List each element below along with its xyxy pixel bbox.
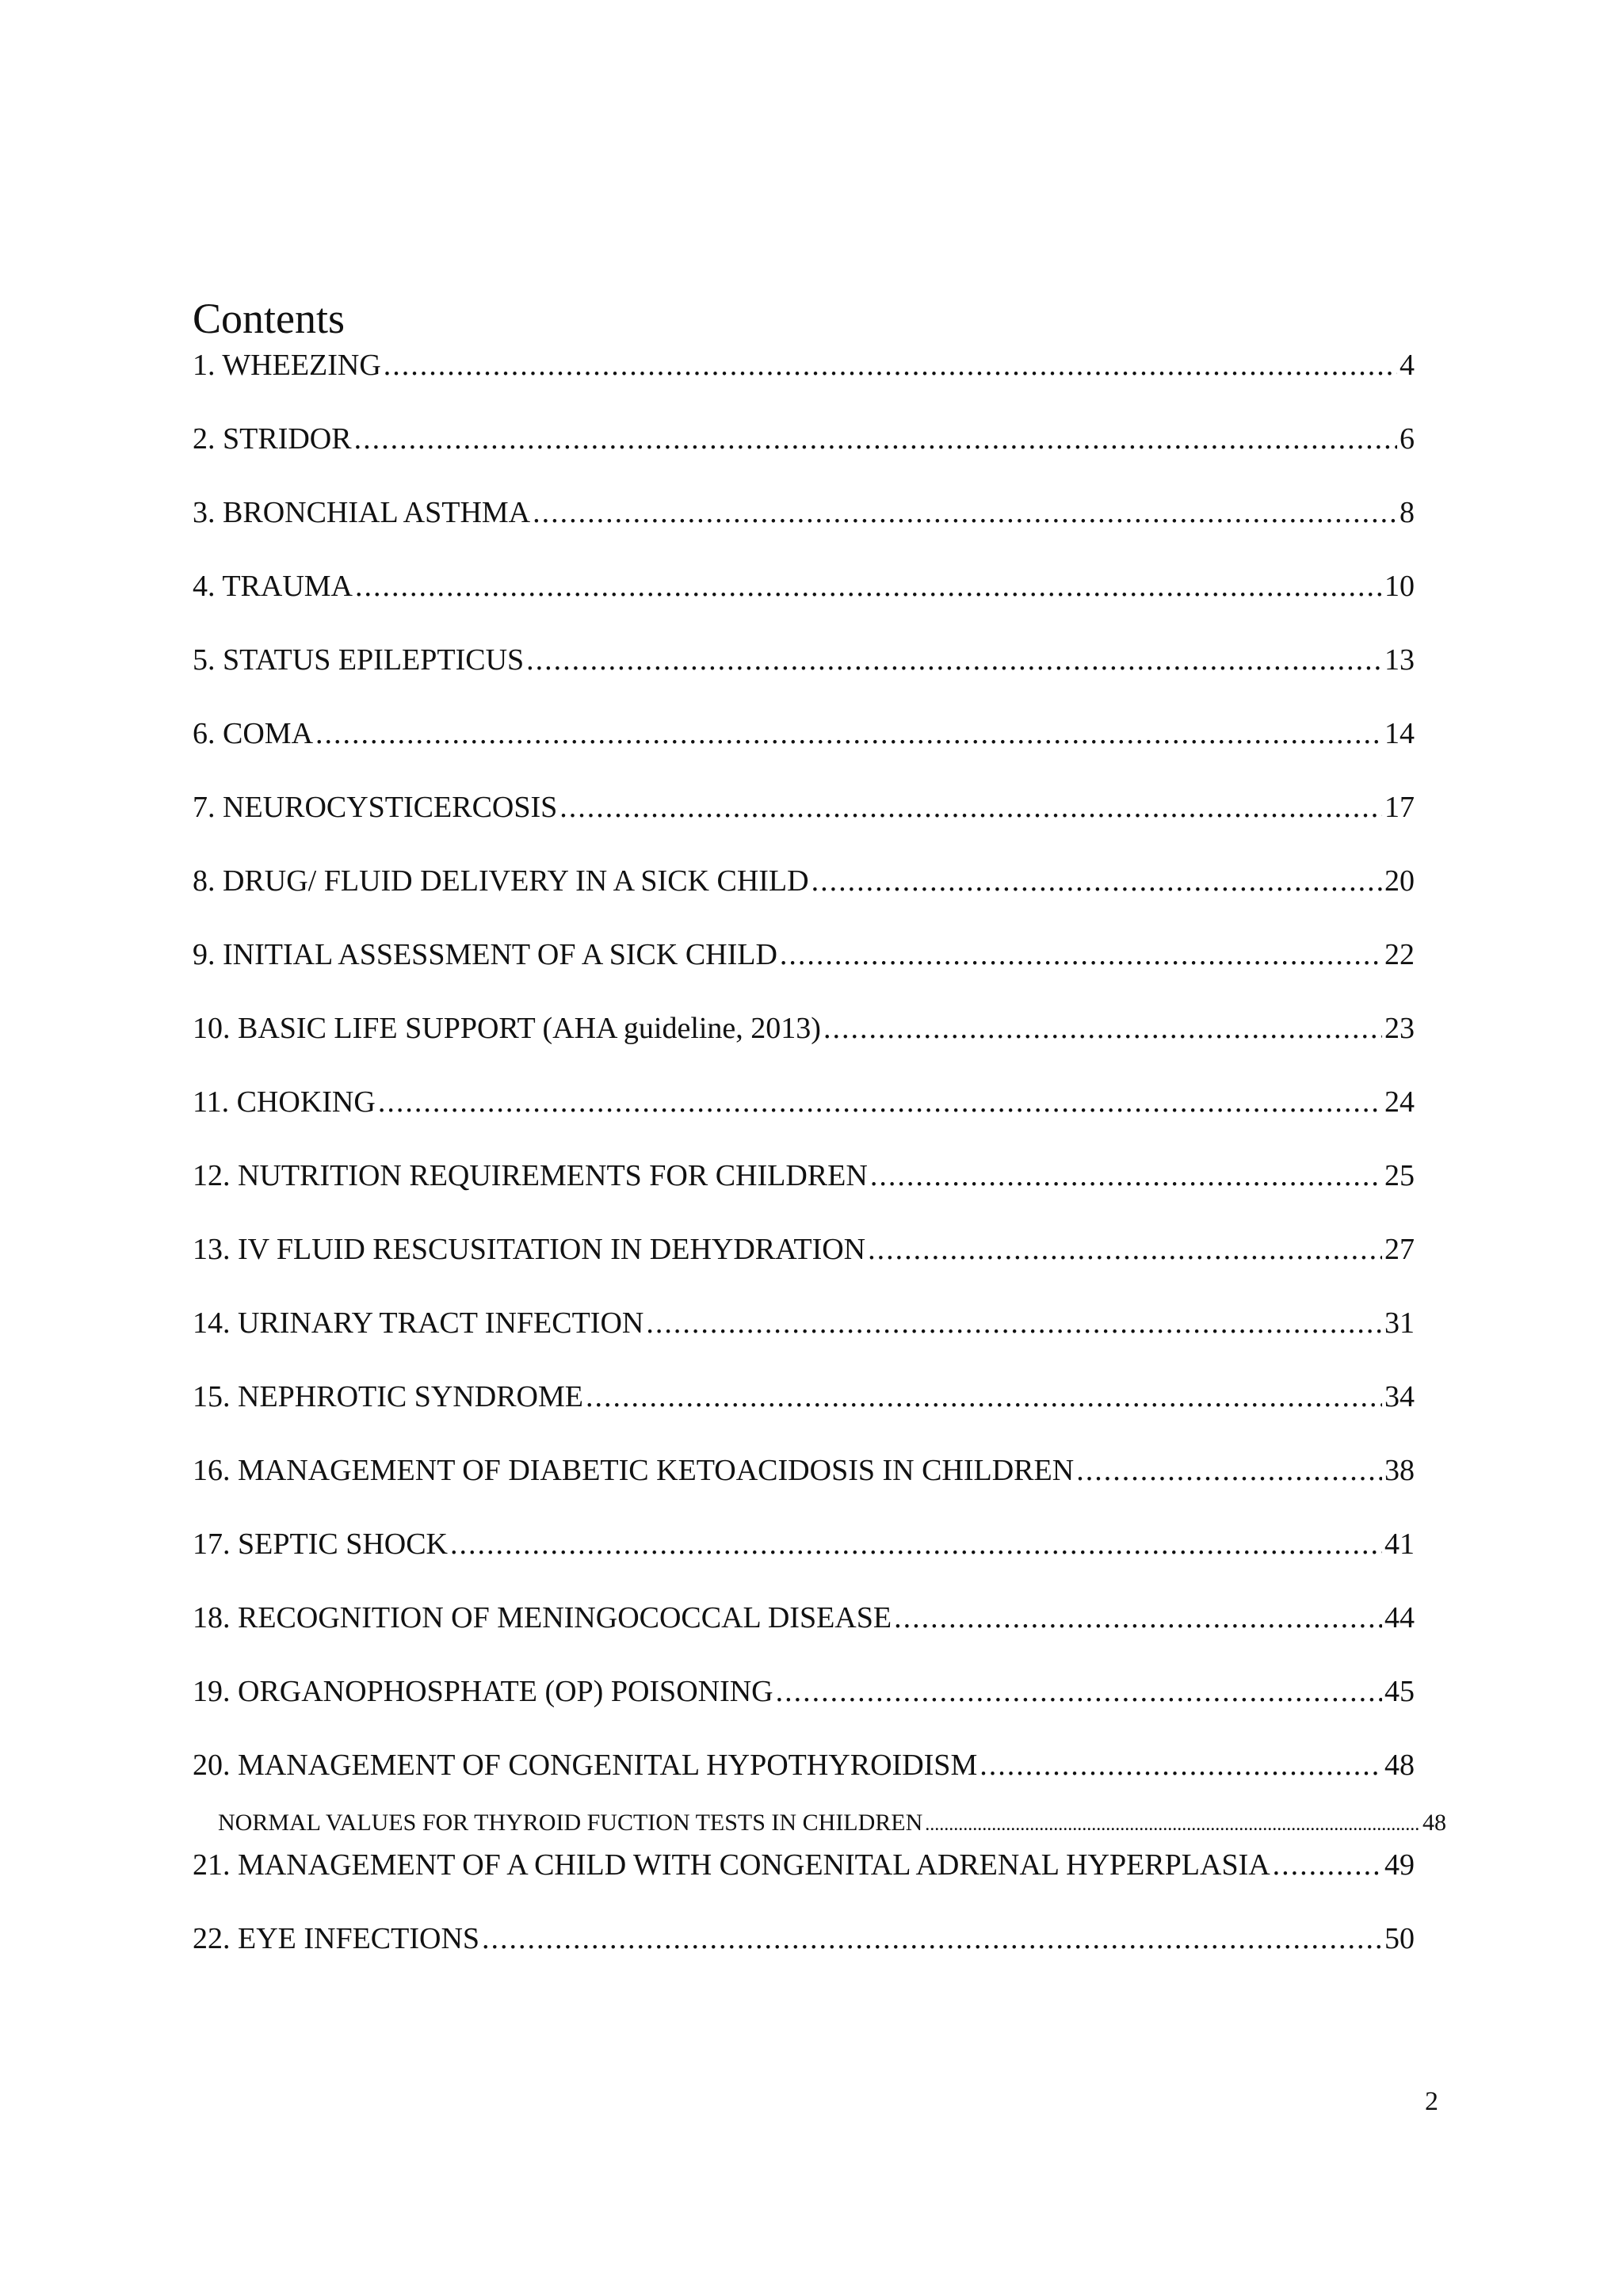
toc-dot-leader — [780, 933, 1382, 976]
toc-entry-page: 24 — [1384, 1085, 1415, 1119]
toc-entry-wheezing[interactable] — [193, 344, 1415, 418]
toc-entry-label: 8. DRUG/ FLUID DELIVERY IN A SICK CHILD — [193, 864, 809, 898]
toc-entry-page: 20 — [1384, 864, 1415, 898]
toc-entry-septic-shock[interactable] — [193, 1523, 1415, 1596]
toc-dot-leader — [482, 1917, 1382, 1960]
toc-entry-label: 13. IV FLUID RESCUSITATION IN DEHYDRATION — [193, 1233, 866, 1266]
toc-entry-meningococcal-disease[interactable] — [193, 1596, 1415, 1670]
toc-entry-page: 27 — [1384, 1233, 1415, 1266]
toc-dot-leader — [776, 1670, 1382, 1713]
toc-entry-page: 48 — [1384, 1749, 1415, 1782]
toc-entry-congenital-adrenal-hyperplasia[interactable] — [193, 1844, 1415, 1917]
toc-entry-page: 13 — [1384, 643, 1415, 677]
toc-entry-label: 7. NEUROCYSTICERCOSIS — [193, 791, 558, 824]
toc-list — [193, 344, 1446, 1991]
toc-entry-page: 14 — [1384, 717, 1415, 750]
toc-entry-trauma[interactable] — [193, 565, 1415, 639]
toc-entry-eye-infections[interactable] — [193, 1917, 1415, 1991]
toc-dot-leader — [354, 418, 1397, 460]
toc-entry-page: 23 — [1384, 1012, 1415, 1045]
toc-dot-leader — [315, 712, 1382, 755]
toc-dot-leader — [586, 1375, 1382, 1418]
toc-entry-choking[interactable] — [193, 1081, 1415, 1154]
toc-entry-label: 19. ORGANOPHOSPHATE (OP) POISONING — [193, 1675, 773, 1708]
toc-entry-label: 10. BASIC LIFE SUPPORT (AHA guideline, 2013) — [193, 1012, 821, 1045]
toc-dot-leader — [559, 786, 1382, 829]
toc-entry-label: 21. MANAGEMENT OF A CHILD WITH CONGENITAL ADRENAL HYPERPLASIA — [193, 1848, 1270, 1882]
toc-entry-label: 18. RECOGNITION OF MENINGOCOCCAL DISEASE — [193, 1601, 892, 1634]
toc-entry-diabetic-ketoacidosis[interactable] — [193, 1449, 1415, 1523]
toc-entry-organophosphate-poisoning[interactable] — [193, 1670, 1415, 1744]
toc-entry-page: 48 — [1423, 1810, 1446, 1836]
toc-entry-label: 12. NUTRITION REQUIREMENTS FOR CHILDREN — [193, 1159, 868, 1192]
toc-dot-leader — [868, 1228, 1382, 1271]
toc-entry-label: 14. URINARY TRACT INFECTION — [193, 1306, 644, 1340]
toc-dot-leader — [526, 639, 1382, 681]
toc-entry-page: 34 — [1384, 1380, 1415, 1413]
toc-dot-leader — [812, 860, 1382, 902]
toc-entry-coma[interactable] — [193, 712, 1415, 786]
toc-entry-page: 6 — [1400, 422, 1415, 456]
page-number: 2 — [1425, 2087, 1438, 2116]
toc-entry-page: 8 — [1400, 496, 1415, 529]
toc-entry-label: 15. NEPHROTIC SYNDROME — [193, 1380, 583, 1413]
toc-entry-bronchial-asthma[interactable] — [193, 491, 1415, 565]
toc-dot-leader — [1076, 1449, 1382, 1492]
toc-entry-page: 25 — [1384, 1159, 1415, 1192]
toc-entry-status-epilepticus[interactable] — [193, 639, 1415, 712]
toc-entry-label: 16. MANAGEMENT OF DIABETIC KETOACIDOSIS IN CHILDREN — [193, 1454, 1075, 1487]
toc-entry-label: 4. TRAUMA — [193, 570, 353, 603]
toc-entry-urinary-tract-infection[interactable] — [193, 1302, 1415, 1375]
toc-dot-leader — [980, 1744, 1382, 1787]
toc-entry-nutrition-requirements[interactable] — [193, 1154, 1415, 1228]
toc-entry-neurocysticercosis[interactable] — [193, 786, 1415, 860]
toc-entry-label: 5. STATUS EPILEPTICUS — [193, 643, 525, 677]
toc-dot-leader — [894, 1596, 1382, 1639]
toc-dot-leader — [925, 1809, 1420, 1840]
toc-entry-initial-assessment[interactable] — [193, 933, 1415, 1007]
toc-dot-leader — [450, 1523, 1382, 1566]
toc-entry-page: 4 — [1400, 349, 1415, 382]
toc-entry-page: 17 — [1384, 791, 1415, 824]
toc-entry-stridor[interactable] — [193, 418, 1415, 491]
toc-entry-label: 2. STRIDOR — [193, 422, 352, 456]
toc-entry-label: NORMAL VALUES FOR THYROID FUCTION TESTS IN CHILDREN — [218, 1810, 923, 1836]
toc-dot-leader — [378, 1081, 1382, 1123]
toc-entry-label: 1. WHEEZING — [193, 349, 381, 382]
toc-dot-leader — [646, 1302, 1382, 1344]
toc-entry-page: 49 — [1384, 1848, 1415, 1882]
toc-entry-page: 44 — [1384, 1601, 1415, 1634]
toc-dot-leader — [355, 565, 1382, 608]
toc-dot-leader — [384, 344, 1397, 387]
toc-title: Contents — [193, 295, 346, 342]
toc-entry-label: 11. CHOKING — [193, 1085, 376, 1119]
toc-dot-leader — [1273, 1844, 1382, 1886]
toc-entry-label: 20. MANAGEMENT OF CONGENITAL HYPOTHYROIDISM — [193, 1749, 978, 1782]
toc-entry-label: 6. COMA — [193, 717, 314, 750]
toc-entry-page: 22 — [1384, 938, 1415, 971]
toc-entry-page: 41 — [1384, 1527, 1415, 1561]
toc-entry-iv-fluid[interactable] — [193, 1228, 1415, 1302]
toc-entry-page: 50 — [1384, 1922, 1415, 1955]
toc-entry-congenital-hypothyroidism[interactable] — [193, 1744, 1415, 1799]
toc-dot-leader — [823, 1007, 1382, 1050]
toc-entry-label: 3. BRONCHIAL ASTHMA — [193, 496, 531, 529]
toc-entry-page: 10 — [1384, 570, 1415, 603]
toc-entry-basic-life-support[interactable] — [193, 1007, 1415, 1081]
toc-entry-page: 45 — [1384, 1675, 1415, 1708]
toc-entry-page: 38 — [1384, 1454, 1415, 1487]
toc-dot-leader — [533, 491, 1397, 534]
toc-entry-drug-fluid-delivery[interactable] — [193, 860, 1415, 933]
toc-entry-page: 31 — [1384, 1306, 1415, 1340]
toc-entry-nephrotic-syndrome[interactable] — [193, 1375, 1415, 1449]
toc-entry-label: 17. SEPTIC SHOCK — [193, 1527, 448, 1561]
toc-subentry-thyroid-function-tests[interactable] — [218, 1799, 1446, 1844]
toc-dot-leader — [870, 1154, 1382, 1197]
toc-entry-label: 22. EYE INFECTIONS — [193, 1922, 480, 1955]
toc-entry-label: 9. INITIAL ASSESSMENT OF A SICK CHILD — [193, 938, 777, 971]
